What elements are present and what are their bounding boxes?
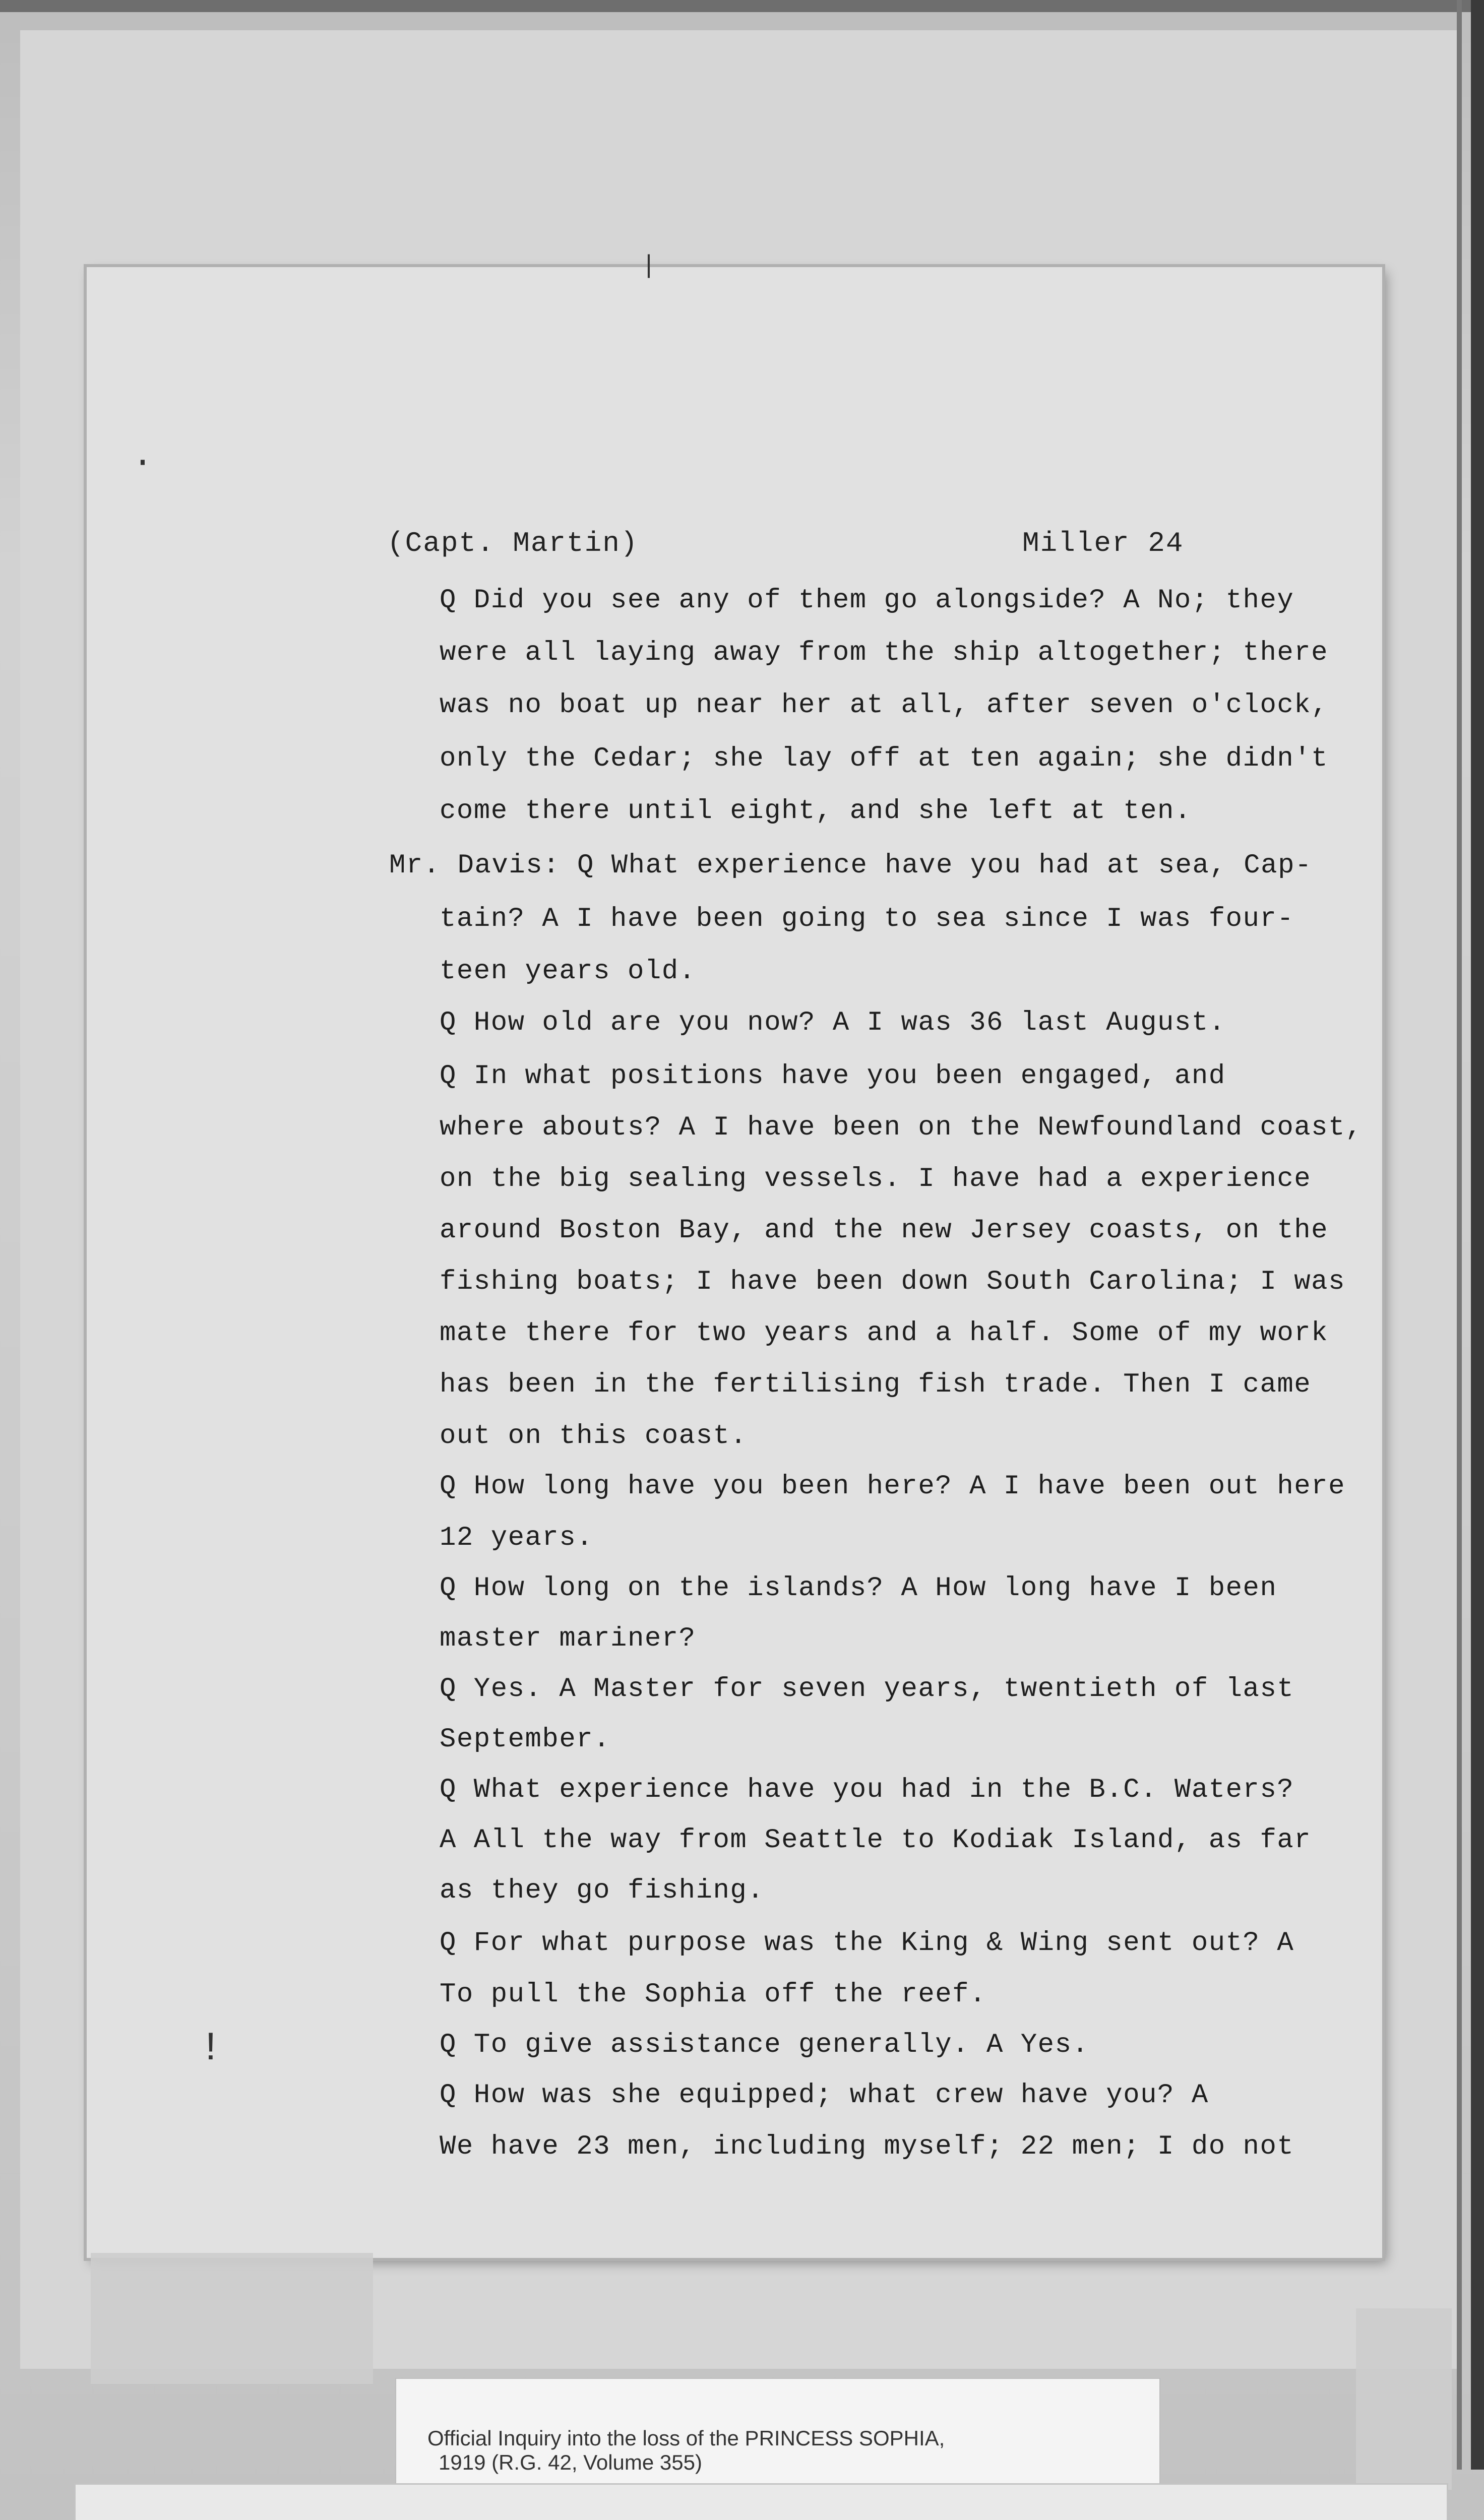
tape-strip-right <box>1356 2308 1452 2490</box>
page-mark-lower: ! <box>199 2026 223 2072</box>
page-mark-left: · <box>132 444 154 483</box>
header-witness: (Capt. Martin) <box>387 527 639 559</box>
text-line: September. <box>440 1724 611 1755</box>
text-line: To pull the Sophia off the reef. <box>440 1979 986 2010</box>
page-mark-top: | <box>641 252 657 281</box>
text-line: Q To give assistance generally. A Yes. <box>440 2030 1089 2060</box>
text-line: tain? A I have been going to sea since I was four- <box>440 904 1294 934</box>
text-line: master mariner? <box>440 1623 696 1654</box>
text-line: out on this coast. <box>440 1421 748 1452</box>
tape-strip-left <box>91 2253 373 2384</box>
text-line: has been in the fertilising fish trade. Then I came <box>440 1369 1312 1400</box>
text-line: mate there for two years and a half. Some of my work <box>440 1318 1329 1349</box>
film-edge-right-inner <box>1457 0 1462 2470</box>
label-reference: 1919 (R.G. 42, Volume 355) <box>439 2450 702 2474</box>
label-title: Official Inquiry into the loss of the PRINCESS SOPHIA, <box>427 2426 945 2450</box>
text-line: teen years old. <box>440 956 696 987</box>
text-line: was no boat up near her at all, after seven o'clock, <box>440 690 1329 721</box>
archive-reference-label <box>396 2379 1159 2486</box>
text-line: Q How was she equipped; what crew have you? A <box>440 2080 1209 2111</box>
header-page-number: Miller 24 <box>1022 527 1184 559</box>
typed-page <box>87 252 1382 2258</box>
text-line: Q How old are you now? A I was 36 last August. <box>440 1007 1226 1038</box>
text-line: Q Yes. A Master for seven years, twentieth of last <box>440 1674 1294 1705</box>
text-line: We have 23 men, including myself; 22 men; I do not <box>440 2131 1294 2162</box>
film-edge-right <box>1471 0 1484 2470</box>
text-line: on the big sealing vessels. I have had a experience <box>440 1164 1312 1194</box>
text-line: A All the way from Seattle to Kodiak Island, as far <box>440 1825 1312 1856</box>
text-line: where abouts? A I have been on the Newfoundland coast, <box>440 1112 1363 1143</box>
text-line: Q For what purpose was the King & Wing sent out? A <box>440 1928 1294 1959</box>
film-edge-top <box>0 0 1484 12</box>
text-line: Q How long on the islands? A How long have I been <box>440 1573 1277 1604</box>
text-line: were all laying away from the ship altogether; there <box>440 638 1329 668</box>
text-line: Mr. Davis: Q What experience have you had at sea, Cap- <box>389 850 1312 881</box>
text-line: as they go fishing. <box>440 1875 765 1906</box>
text-line: 12 years. <box>440 1523 594 1553</box>
text-line: come there until eight, and she left at ten. <box>440 796 1192 827</box>
text-line: Q What experience have you had in the B.C. Waters? <box>440 1775 1294 1805</box>
archives-stamp <box>76 2485 1447 2520</box>
text-line: only the Cedar; she lay off at ten again; she didn't <box>440 743 1329 774</box>
text-line: fishing boats; I have been down South Carolina; I was <box>440 1267 1345 1297</box>
text-line: Q Did you see any of them go alongside? A No; they <box>440 585 1294 616</box>
text-line: around Boston Bay, and the new Jersey coasts, on the <box>440 1215 1329 1246</box>
text-line: Q How long have you been here? A I have been out here <box>440 1471 1345 1502</box>
text-line: Q In what positions have you been engaged, and <box>440 1061 1226 1092</box>
